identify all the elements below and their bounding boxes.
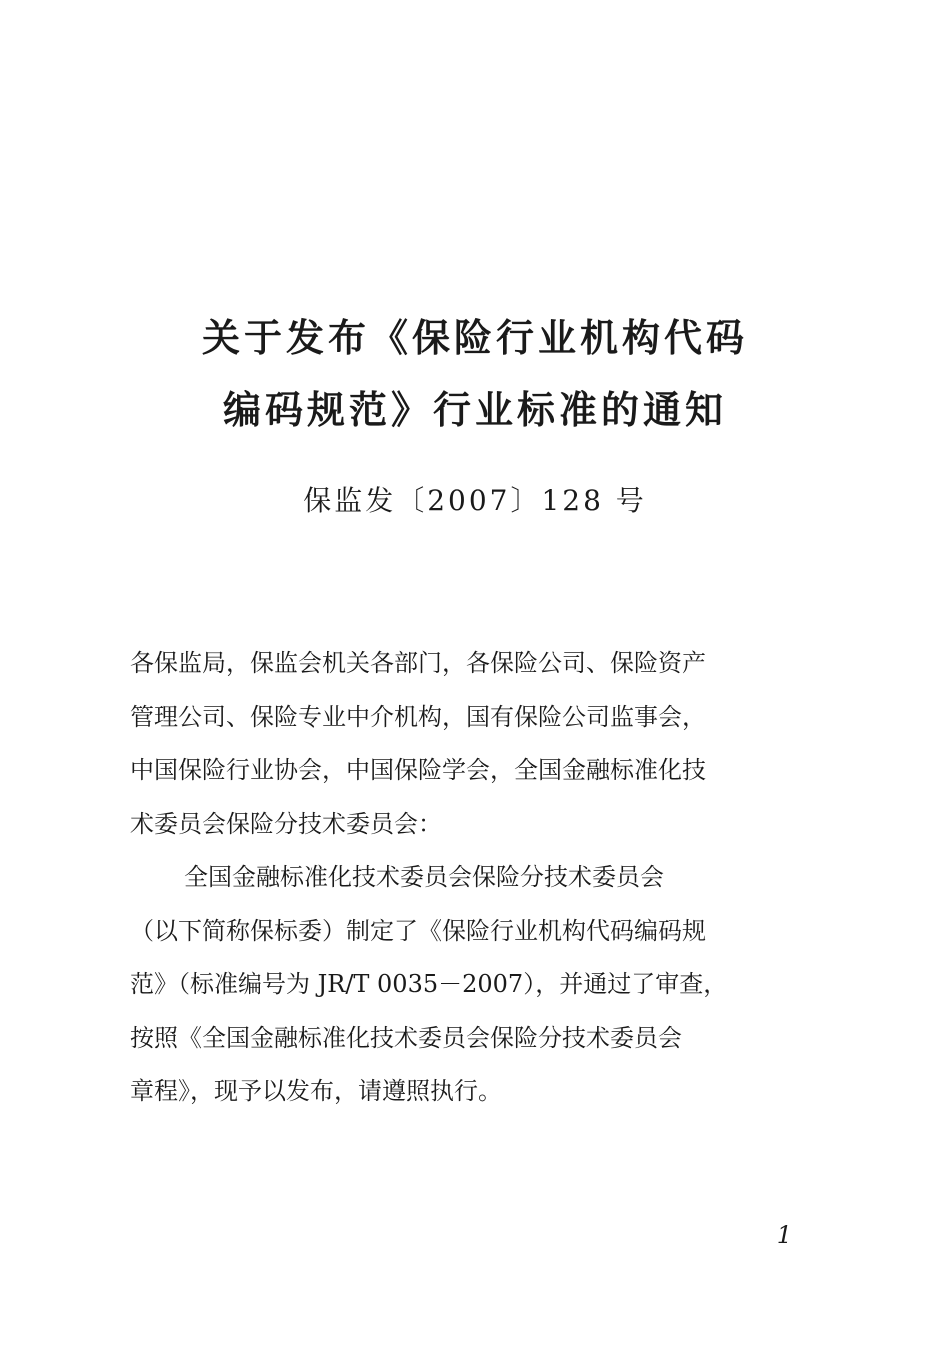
- document-title-line-2: 编码规范》行业标准的通知: [222, 388, 727, 432]
- addressee-line: 各保监局，保监会机关各部门，各保险公司、保险资产: [130, 649, 706, 677]
- addressee-line: 管理公司、保险专业中介机构，国有保险公司监事会，: [130, 702, 706, 731]
- paragraph-line: 章程》，现予以发布，请遵照执行。: [130, 1077, 502, 1105]
- body-paragraph: [130, 851, 810, 1119]
- paragraph-line: 范》（标准编号为 JR/T 0035－2007），并通过了审查，: [130, 970, 728, 998]
- addressee-line: 中国保险行业协会，中国保险学会，全国金融标准化技: [130, 756, 706, 784]
- paragraph-line: 全国金融标准化技术委员会保险分技术委员会: [184, 863, 664, 891]
- page-number: 1: [776, 1221, 792, 1249]
- addressee-block: [130, 637, 810, 851]
- addressee-line: 术委员会保险分技术委员会：: [130, 809, 442, 838]
- document-title-line-1: 关于发布《保险行业机构代码: [201, 316, 748, 360]
- paragraph-line: （以下简称保标委）制定了《保险行业机构代码编码规: [130, 916, 706, 945]
- document-number: 保监发〔2007〕128 号: [303, 484, 647, 517]
- paragraph-line: 按照《全国金融标准化技术委员会保险分技术委员会: [130, 1023, 682, 1052]
